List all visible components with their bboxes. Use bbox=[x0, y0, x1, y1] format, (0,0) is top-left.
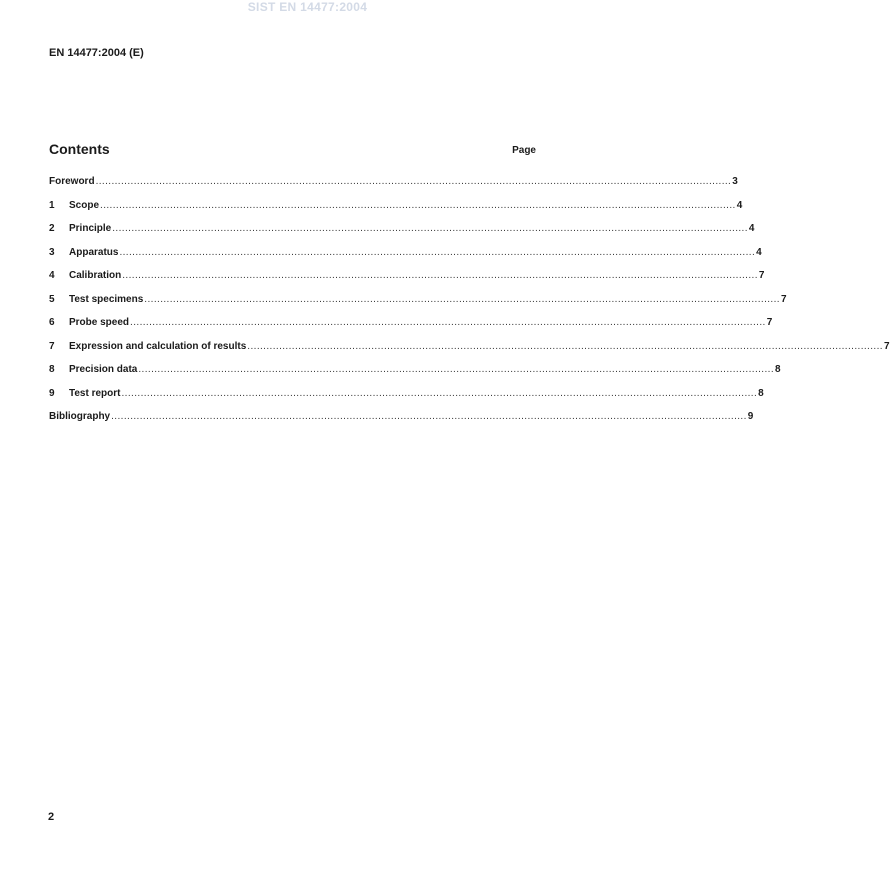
toc-entry-title: Precision data bbox=[69, 364, 138, 375]
toc-entry-title: Probe speed bbox=[69, 317, 130, 328]
toc-entry-page: 4 bbox=[736, 199, 743, 211]
toc-entry-precision-data[interactable] bbox=[49, 364, 781, 388]
toc-entry-number: 2 bbox=[49, 223, 55, 234]
toc-entry-page: 8 bbox=[775, 364, 781, 375]
toc-dot-leader: ........................................................................................................................................................................................................ bbox=[112, 223, 748, 234]
toc-dot-leader: ........................................................................................................................................................................................................ bbox=[111, 411, 747, 422]
toc-entry-title: Scope bbox=[69, 199, 100, 211]
toc-dot-leader: ........................................................................................................................................................................................................ bbox=[130, 317, 766, 328]
toc-dot-leader: ........................................................................................................................................................................................................ bbox=[95, 176, 732, 187]
toc-dot-leader: ........................................................................................................................................................................................................ bbox=[121, 387, 758, 399]
watermark: SIST EN 14477:2004 bbox=[247, 0, 368, 14]
toc-entry-scope[interactable] bbox=[49, 199, 743, 224]
toc-entry-number: 3 bbox=[49, 246, 55, 258]
toc-entry-number: 9 bbox=[49, 387, 55, 399]
toc-entry-title: Expression and calculation of results bbox=[69, 340, 247, 352]
toc-entry-number: 4 bbox=[49, 270, 55, 281]
toc-entry-title: Bibliography bbox=[49, 411, 111, 422]
toc-entry-foreword[interactable] bbox=[49, 176, 738, 200]
toc-entry-title: Test report bbox=[69, 387, 121, 399]
toc-entry-title: Test specimens bbox=[69, 293, 144, 305]
toc-entry-title: Foreword bbox=[49, 176, 95, 187]
toc-entry-page: 4 bbox=[748, 223, 755, 234]
page-column-heading: Page bbox=[512, 145, 536, 156]
table-of-contents bbox=[49, 176, 890, 435]
toc-entry-apparatus[interactable] bbox=[49, 246, 762, 271]
page-number: 2 bbox=[48, 811, 55, 823]
toc-entry-title: Calibration bbox=[69, 270, 122, 281]
toc-entry-page: 7 bbox=[766, 317, 773, 328]
toc-entry-test-specimens[interactable] bbox=[49, 293, 787, 318]
toc-entry-number: 6 bbox=[49, 317, 55, 328]
toc-dot-leader: ........................................................................................................................................................................................................ bbox=[100, 199, 736, 211]
toc-entry-page: 9 bbox=[747, 411, 754, 422]
toc-dot-leader: ........................................................................................................................................................................................................ bbox=[138, 364, 775, 375]
toc-entry-title: Apparatus bbox=[69, 246, 119, 258]
toc-dot-leader: ........................................................................................................................................................................................................ bbox=[144, 293, 780, 305]
toc-entry-number: 8 bbox=[49, 364, 55, 375]
toc-entry-page: 7 bbox=[883, 340, 890, 352]
toc-entry-page: 3 bbox=[732, 176, 738, 187]
toc-entry-test-report[interactable] bbox=[49, 387, 764, 412]
document-identifier: EN 14477:2004 (E) bbox=[49, 47, 144, 59]
toc-entry-page: 7 bbox=[780, 293, 787, 305]
toc-entry-bibliography[interactable] bbox=[49, 411, 754, 435]
toc-dot-leader: ........................................................................................................................................................................................................ bbox=[119, 246, 756, 258]
toc-dot-leader: ........................................................................................................................................................................................................ bbox=[247, 340, 883, 352]
toc-entry-number: 5 bbox=[49, 293, 55, 305]
toc-entry-probe-speed[interactable] bbox=[49, 317, 773, 341]
toc-dot-leader: ........................................................................................................................................................................................................ bbox=[122, 270, 758, 281]
toc-entry-expression-calculation[interactable] bbox=[49, 340, 890, 365]
toc-entry-page: 7 bbox=[758, 270, 765, 281]
toc-entry-page: 4 bbox=[756, 246, 762, 258]
contents-heading: Contents bbox=[49, 141, 110, 157]
toc-entry-page: 8 bbox=[758, 387, 764, 399]
toc-entry-principle[interactable] bbox=[49, 223, 755, 247]
toc-entry-calibration[interactable] bbox=[49, 270, 765, 294]
toc-entry-title: Principle bbox=[69, 223, 112, 234]
toc-entry-number: 7 bbox=[49, 340, 55, 352]
toc-entry-number: 1 bbox=[49, 199, 55, 211]
